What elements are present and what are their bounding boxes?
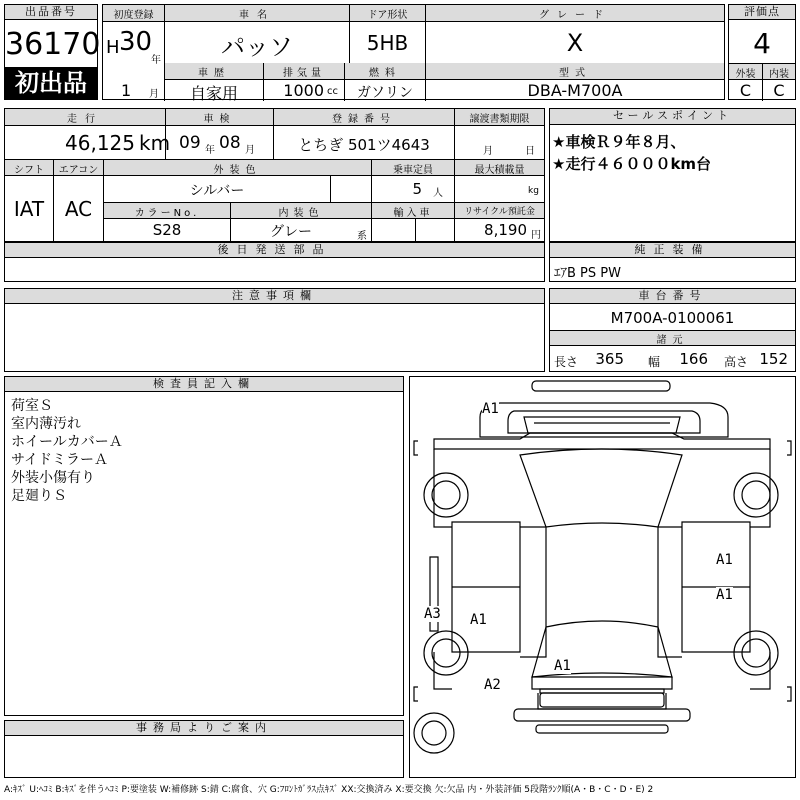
first-reg-month: 1: [121, 81, 132, 100]
displacement: 1000: [283, 81, 324, 100]
genuine-equipment: ｴｱB PS PW: [554, 266, 621, 281]
height: 152: [759, 350, 788, 368]
first-reg-label: 初度登録: [113, 10, 154, 21]
damage-mark-left-front: A2: [484, 677, 501, 693]
door-type: 5HB: [366, 31, 409, 55]
mileage: 46,125: [65, 131, 135, 155]
notes-label: 注意事項欄: [5, 289, 544, 304]
recycle-label: リサイクル預託金: [464, 207, 535, 217]
chassis-number: M700A-0100061: [610, 309, 735, 327]
inspector-note-6: 足廻りＳ: [11, 488, 67, 504]
inspection-month: 08: [219, 133, 241, 153]
color-number: S28: [152, 221, 182, 239]
int-color-label: 内装色: [278, 208, 324, 219]
vehicle-header-box: [102, 4, 725, 103]
door-label: ドア形状: [367, 10, 408, 21]
sales-point-2: ★走行４６０００km台: [552, 155, 712, 173]
inspector-note-4: サイドミラーＡ: [11, 452, 109, 468]
displacement-label: 排気量: [283, 68, 325, 79]
import-label: 輸入車: [393, 208, 433, 219]
chassis-box: [549, 288, 796, 372]
fuel-label: 燃料: [369, 68, 401, 79]
office-box: [4, 720, 404, 778]
damage-mark-right-rear-door: A1: [716, 552, 733, 568]
chassis-label: 車台番号: [550, 289, 795, 304]
month-unit: 月: [149, 89, 159, 100]
inspector-note-1: 荷室Ｓ: [11, 398, 53, 414]
inspection-year-unit: 年: [205, 145, 215, 156]
transfer-label: 譲渡書類期限: [469, 114, 530, 125]
history-label: 車歴: [198, 68, 230, 79]
height-label: 高さ: [724, 355, 749, 369]
color-no-label: カラーNo.: [134, 208, 200, 219]
int-color: グレー: [270, 224, 312, 240]
score: 4: [753, 27, 771, 60]
inspection-month-unit: 月: [245, 145, 255, 156]
genuine-equipment-label: 純正装備: [550, 243, 795, 258]
exterior-label: 外装: [735, 69, 756, 80]
shift-label: シフト: [14, 165, 44, 176]
damage-mark-rear: A1: [482, 401, 499, 417]
int-color-unit: 系: [357, 231, 367, 242]
history: 自家用: [189, 84, 238, 103]
transfer-day-unit: 日: [525, 146, 535, 157]
genuine-equipment-box: [549, 242, 796, 282]
damage-mark-left-rear-door: A1: [470, 612, 487, 628]
first-reg-year: 30: [119, 27, 153, 57]
recycle-fee: 8,190: [484, 221, 527, 239]
max-load-unit: kg: [528, 186, 539, 196]
grade-label: グレード: [539, 10, 611, 21]
lot-number-label: 出品番号: [5, 5, 97, 20]
damage-mark-right-front-door: A1: [716, 587, 733, 603]
damage-mark-hood: A1: [554, 658, 571, 674]
inspector-box: [4, 376, 404, 716]
mileage-unit: km: [139, 131, 171, 155]
lot-number-box: [4, 4, 101, 100]
model-label: 型式: [559, 68, 591, 79]
car-body-diagram: [410, 377, 795, 777]
length-label: 長さ: [554, 355, 579, 369]
spec-label: 諸元: [656, 335, 689, 346]
ext-color: シルバー: [189, 183, 245, 199]
interior-label: 内装: [769, 69, 789, 80]
inspection-year: 09: [179, 133, 201, 153]
car-name-label: 車名: [239, 10, 275, 21]
plate-number: とちぎ 501ツ4643: [298, 136, 430, 154]
damage-legend: A:ｷｽﾞ U:ﾍｺﾐ B:ｷｽﾞを伴うﾍｺﾐ P:要塗装 W:補修跡 S:錆 C:腐食、穴 G:ﾌﾛﾝﾄｶﾞﾗｽ点ｷｽﾞ XX:交換済み X:要交換 欠:欠品 内・外装評価 5段階ﾗﾝｸ順(A・B・C・D・E) 2: [4, 785, 654, 795]
era: H: [106, 37, 120, 58]
fuel: ガソリン: [357, 85, 413, 101]
sales-points-label: セールスポイント: [550, 109, 795, 125]
max-load-label: 最大積載量: [474, 165, 525, 176]
capacity: 5: [412, 180, 422, 198]
inspection-label: 車検: [203, 114, 236, 125]
length: 365: [595, 350, 624, 368]
capacity-unit: 人: [433, 188, 443, 199]
interior-grade: C: [773, 81, 785, 100]
office-label: 事務局よりご案内: [5, 721, 403, 736]
damage-mark-left-quarter: A3: [424, 606, 441, 622]
capacity-label: 乗車定員: [393, 165, 433, 176]
inspector-note-3: ホイールカバーＡ: [11, 434, 123, 450]
later-parts-label: 後日発送部品: [5, 243, 544, 258]
displacement-unit: cc: [327, 86, 338, 97]
inspector-note-2: 室内薄汚れ: [11, 416, 81, 432]
model: DBA-M700A: [527, 81, 623, 100]
damage-diagram-box: [409, 376, 796, 778]
car-name: パッソ: [221, 33, 293, 61]
plate-label: 登録番号: [332, 114, 396, 125]
inspector-label: 検査員記入欄: [5, 377, 403, 392]
vehicle-detail-box: [4, 108, 545, 242]
lot-number: 36170: [5, 27, 101, 62]
mileage-label: 走行: [67, 114, 103, 125]
score-label: 評価点: [729, 5, 795, 20]
transfer-month-unit: 月: [483, 146, 493, 157]
shift: IAT: [13, 197, 45, 221]
sales-point-1: ★車検Ｒ９年８月、: [552, 133, 686, 151]
notes-box: [4, 288, 545, 372]
score-box: [728, 4, 796, 100]
recycle-unit: 円: [531, 230, 541, 241]
air-conditioner: AC: [64, 197, 93, 221]
ac-label: エアコン: [58, 165, 99, 176]
exterior-grade: C: [739, 81, 752, 100]
year-unit: 年: [151, 55, 161, 66]
later-parts-box: [4, 242, 545, 282]
width: 166: [679, 350, 708, 368]
inspector-note-5: 外装小傷有り: [11, 470, 95, 486]
width-label: 幅: [648, 355, 661, 369]
ext-color-label: 外装色: [213, 165, 262, 176]
grade: X: [566, 29, 584, 57]
sales-points-box: [549, 108, 796, 242]
first-listing-badge: 初出品: [5, 67, 97, 99]
